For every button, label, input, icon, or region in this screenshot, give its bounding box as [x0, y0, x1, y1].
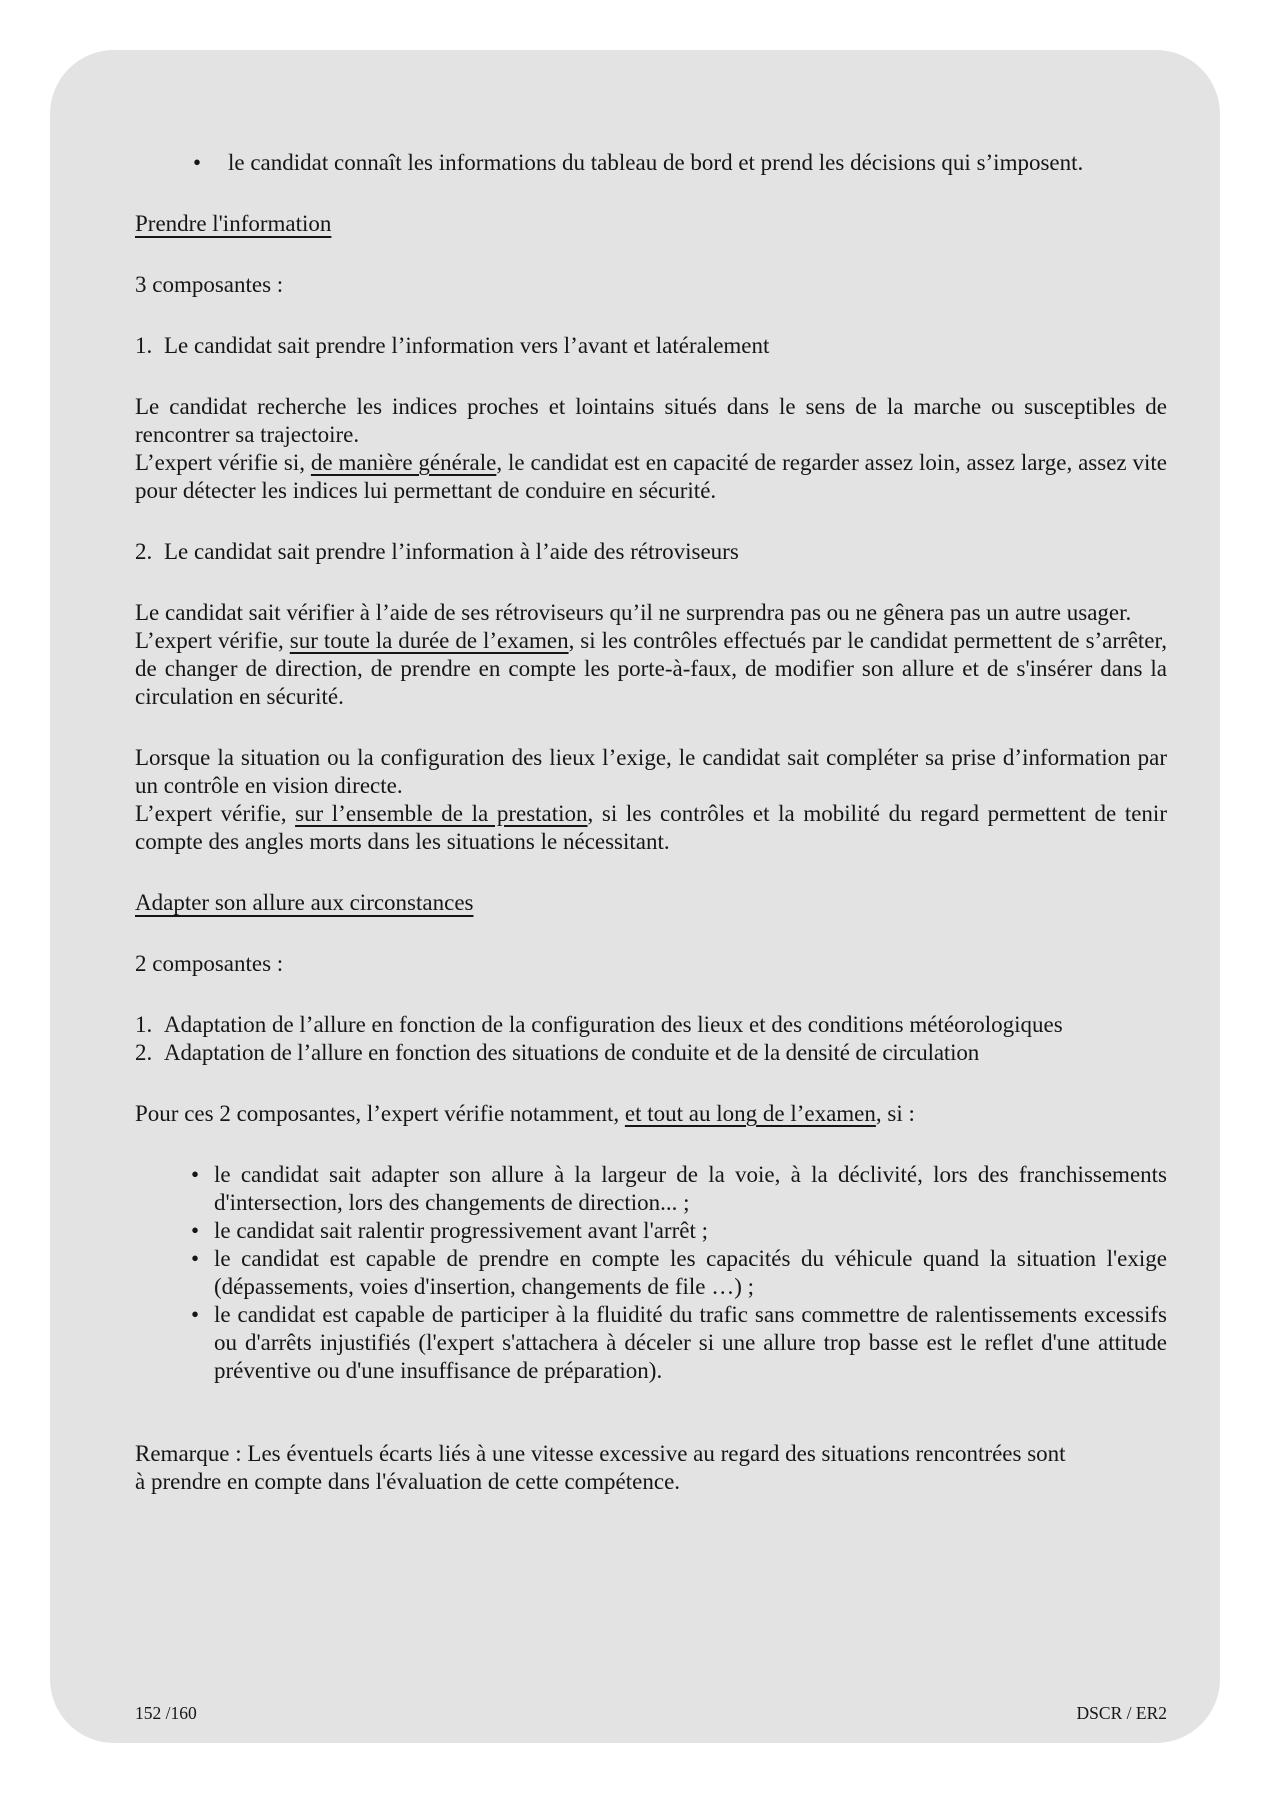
numbered-item-2	[135, 538, 1167, 566]
check-bullet-text: le candidat est capable de prendre en compte les capacités du véhicule quand la situation l'exige (dépassements, voies d'insertion, changements de file …) ;	[214, 1246, 1167, 1299]
paragraph-expert-duree-examen: L’expert vérifie, sur toute la durée de l’examen, si les contrôles effectués par le candidat permettent de s’arrêter, de changer de direction, de prendre en compte les porte-à-faux, de modifier son allure et de s'insérer dans la circulation en sécurité.	[135, 628, 1168, 709]
page-footer	[135, 1702, 1167, 1724]
check-bullet-item-3	[135, 1245, 1167, 1301]
bullet-marker: •	[191, 1162, 200, 1187]
numbered-item-text: Le candidat sait prendre l’information vers l’avant et latéralement	[164, 333, 770, 358]
paragraph-pour-ces-2-composantes: Pour ces 2 composantes, l’expert vérifie notamment, et tout au long de l’examen, si :	[135, 1101, 915, 1126]
number-marker: 1.	[135, 1012, 153, 1037]
paragraph-expert-ensemble-prestation: L’expert vérifie, sur l’ensemble de la prestation, si les contrôles et la mobilité du regard permettent de tenir compte des angles morts dans les situations le nécessitant.	[135, 801, 1167, 854]
check-bullet-text: le candidat sait ralentir progressivement avant l'arrêt ;	[214, 1218, 708, 1243]
bullet-marker: •	[191, 1218, 200, 1243]
footer-page-number: 152 /160	[135, 1703, 197, 1723]
allure-item-text: Adaptation de l’allure en fonction de la configuration des lieux et des conditions météorologiques	[164, 1012, 1063, 1037]
document-content	[135, 149, 1167, 1496]
bullet-marker: •	[191, 1302, 200, 1327]
footer-doc-reference: DSCR / ER2	[1076, 1703, 1167, 1723]
paragraph-3-composantes: 3 composantes :	[135, 272, 284, 297]
check-bullet-item-4	[135, 1301, 1167, 1385]
numbered-item-text: Le candidat sait prendre l’information à l’aide des rétroviseurs	[164, 539, 739, 564]
heading-text: Adapter son allure aux circonstances	[135, 890, 474, 915]
check-bullet-item-1	[135, 1161, 1167, 1217]
numbered-item-1	[135, 332, 1167, 360]
paragraph-vision-directe: Lorsque la situation ou la configuration des lieux l’exige, le candidat sait compléter sa prise d’information par un contrôle en vision directe.	[135, 745, 1167, 798]
check-bullet-text: le candidat sait adapter son allure à la largeur de la voie, à la déclivité, lors des franchissements d'intersection, lors des changements de direction... ;	[214, 1162, 1167, 1215]
heading-prendre-information	[135, 210, 1167, 238]
intro-bullet-item	[135, 149, 1167, 177]
check-bullet-text: le candidat est capable de participer à la fluidité du trafic sans commettre de ralentissements excessifs ou d'arrêts injustifiés (l'expert s'attachera à déceler si une allure trop basse est le reflet d'une attitude préventive ou d'une insuffisance de préparation).	[214, 1302, 1167, 1383]
bullet-marker: •	[193, 150, 202, 175]
intro-bullet-text: le candidat connaît les informations du tableau de bord et prend les décisions qui s’imposent.	[228, 150, 1084, 175]
number-marker: 2.	[135, 539, 153, 564]
number-marker: 2.	[135, 1040, 153, 1065]
paragraph-retroviseurs: Le candidat sait vérifier à l’aide de ses rétroviseurs qu’il ne surprendra pas ou ne gênera pas un autre usager.	[135, 600, 1132, 625]
paragraph-recherche-indices: Le candidat recherche les indices proches et lointains situés dans le sens de la marche ou susceptibles de rencontrer sa trajectoire.	[135, 394, 1167, 447]
check-bullet-item-2	[135, 1217, 1167, 1245]
number-marker: 1.	[135, 333, 153, 358]
document-page	[50, 50, 1220, 1743]
allure-item-text: Adaptation de l’allure en fonction des situations de conduite et de la densité de circulation	[164, 1040, 980, 1065]
heading-text: Prendre l'information	[135, 211, 332, 236]
allure-item-2	[135, 1039, 1167, 1067]
paragraph-expert-maniere-generale: L’expert vérifie si, de manière générale, le candidat est en capacité de regarder assez loin, assez large, assez vite pour détecter les indices lui permettant de conduire en sécurité.	[135, 450, 1167, 503]
allure-item-1	[135, 1011, 1167, 1039]
heading-adapter-allure	[135, 889, 1167, 917]
paragraph-2-composantes: 2 composantes :	[135, 951, 284, 976]
bullet-marker: •	[191, 1246, 200, 1271]
paragraph-remarque: Remarque : Les éventuels écarts liés à une vitesse excessive au regard des situations rencontrées sont à prendre en compte dans l'évaluation de cette compétence.	[135, 1441, 1066, 1494]
